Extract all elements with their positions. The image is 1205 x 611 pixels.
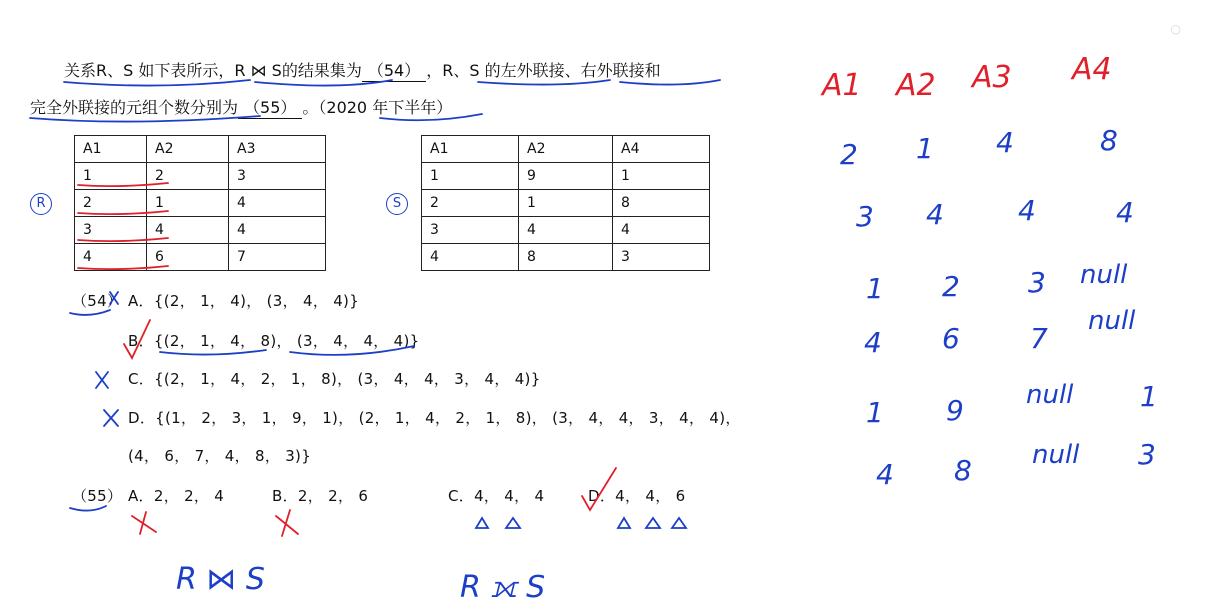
note-cell: null — [1026, 380, 1074, 410]
underline-stroke — [70, 506, 106, 511]
table-cell: 4 — [229, 217, 326, 244]
table-cell: A4 — [613, 136, 710, 163]
triangle-mark — [672, 518, 686, 528]
q55-number: （55） — [72, 487, 123, 505]
note-cell: 8 — [954, 454, 972, 487]
note-cell: 1 — [916, 132, 934, 165]
table-cell: 1 — [613, 163, 710, 190]
blank-54: （54） — [362, 58, 426, 82]
table-cell: 4 — [613, 217, 710, 244]
note-cell: 8 — [1100, 124, 1118, 157]
q55-option-b: B．2， 2， 6 — [272, 487, 369, 505]
table-cell: A1 — [75, 136, 147, 163]
note-cell: 3 — [856, 200, 874, 233]
note-cell: 1 — [1140, 380, 1158, 413]
table-cell: 2 — [147, 163, 229, 190]
question-line-1: 关系R、S 如下表所示，R ⋈ S的结果集为 （54） ，R、S 的左外联接、右外联接和 — [64, 58, 661, 82]
note-cell: 2 — [840, 138, 858, 171]
q54-option-c: C．{(2， 1， 4， 2， 1， 8)， (3， 4， 4， 3， 4， 4)} — [128, 370, 541, 388]
table-cell: 8 — [613, 190, 710, 217]
note-cell: 1 — [866, 396, 884, 429]
note-cell: null — [1032, 440, 1080, 470]
table-cell: A1 — [422, 136, 519, 163]
table-s-label: S — [386, 193, 408, 215]
q55-option-c: C．4， 4， 4 — [448, 487, 545, 505]
note-cell: 3 — [1138, 438, 1156, 471]
table-row — [75, 136, 326, 163]
note-header-a2: A2 — [896, 68, 936, 103]
note-cell: 7 — [1030, 322, 1048, 355]
table-cell: 6 — [147, 244, 229, 271]
blank-55: （55） — [238, 95, 302, 119]
table-cell: 3 — [229, 163, 326, 190]
table-cell: 4 — [229, 190, 326, 217]
triangle-mark — [646, 518, 660, 528]
note-cell: 4 — [926, 198, 944, 231]
question-line-2: 完全外联接的元组个数分别为 （55） 。（2020 年下半年） — [30, 95, 452, 119]
table-cell: 4 — [147, 217, 229, 244]
note-full-outer-join: R ⟗ S — [460, 570, 546, 605]
note-cell: null — [1088, 306, 1136, 336]
table-cell: 2 — [75, 190, 147, 217]
note-natural-join: R ⋈ S — [176, 562, 265, 597]
table-cell: 3 — [75, 217, 147, 244]
table-cell: 1 — [147, 190, 229, 217]
table-row — [422, 190, 710, 217]
cross-mark — [104, 410, 118, 426]
table-cell: 2 — [422, 190, 519, 217]
note-cell: 9 — [946, 394, 964, 427]
table-row — [75, 163, 326, 190]
note-cell: 3 — [1028, 266, 1046, 299]
note-header-a1: A1 — [822, 68, 862, 103]
q54-option-d: D．{(1， 2， 3， 1， 9， 1)， (2， 1， 4， 2， 1， 8)， (3， 4， 4， 3， 4， 4)， — [128, 409, 741, 427]
q54-number: （54） — [72, 292, 123, 310]
note-header-a4: A4 — [1072, 52, 1112, 87]
q55-option-a: A．2， 2， 4 — [128, 487, 225, 505]
table-cell: A2 — [147, 136, 229, 163]
watermark: ○ — [1170, 22, 1181, 36]
note-cell: 1 — [866, 272, 884, 305]
table-row — [75, 190, 326, 217]
triangle-mark — [476, 518, 488, 528]
table-cell: 7 — [229, 244, 326, 271]
cross-mark — [96, 372, 108, 388]
table-row — [422, 163, 710, 190]
note-cell: 4 — [996, 126, 1014, 159]
table-cell: 1 — [519, 190, 613, 217]
cross-mark — [276, 510, 298, 536]
q55-option-d: D．4， 4， 6 — [588, 487, 686, 505]
table-r — [74, 135, 326, 271]
table-cell: 1 — [75, 163, 147, 190]
q54-option-d-cont: (4， 6， 7， 4， 8， 3)} — [128, 447, 312, 465]
table-cell: 3 — [613, 244, 710, 271]
q54-option-b: B．{(2， 1， 4， 8)， (3， 4， 4， 4)} — [128, 332, 420, 350]
table-cell: 9 — [519, 163, 613, 190]
table-cell: 4 — [75, 244, 147, 271]
note-header-a3: A3 — [972, 60, 1012, 95]
table-cell: A3 — [229, 136, 326, 163]
triangle-mark — [506, 518, 520, 528]
note-cell: 6 — [942, 322, 960, 355]
note-cell: null — [1080, 260, 1128, 290]
q54-option-a: A．{(2， 1， 4)， (3， 4， 4)} — [128, 292, 360, 310]
table-s — [421, 135, 710, 271]
table-row — [75, 217, 326, 244]
table-cell: 4 — [422, 244, 519, 271]
table-cell: 3 — [422, 217, 519, 244]
table-cell: 1 — [422, 163, 519, 190]
note-cell: 2 — [942, 270, 960, 303]
table-row — [422, 136, 710, 163]
table-row — [75, 244, 326, 271]
note-cell: 4 — [1116, 196, 1134, 229]
table-row — [422, 217, 710, 244]
table-row — [422, 244, 710, 271]
table-cell: 4 — [519, 217, 613, 244]
note-cell: 4 — [876, 458, 894, 491]
table-cell: 8 — [519, 244, 613, 271]
cross-mark — [132, 512, 156, 534]
triangle-mark — [618, 518, 630, 528]
table-r-label: R — [30, 193, 52, 215]
note-cell: 4 — [1018, 194, 1036, 227]
note-cell: 4 — [864, 326, 882, 359]
table-cell: A2 — [519, 136, 613, 163]
